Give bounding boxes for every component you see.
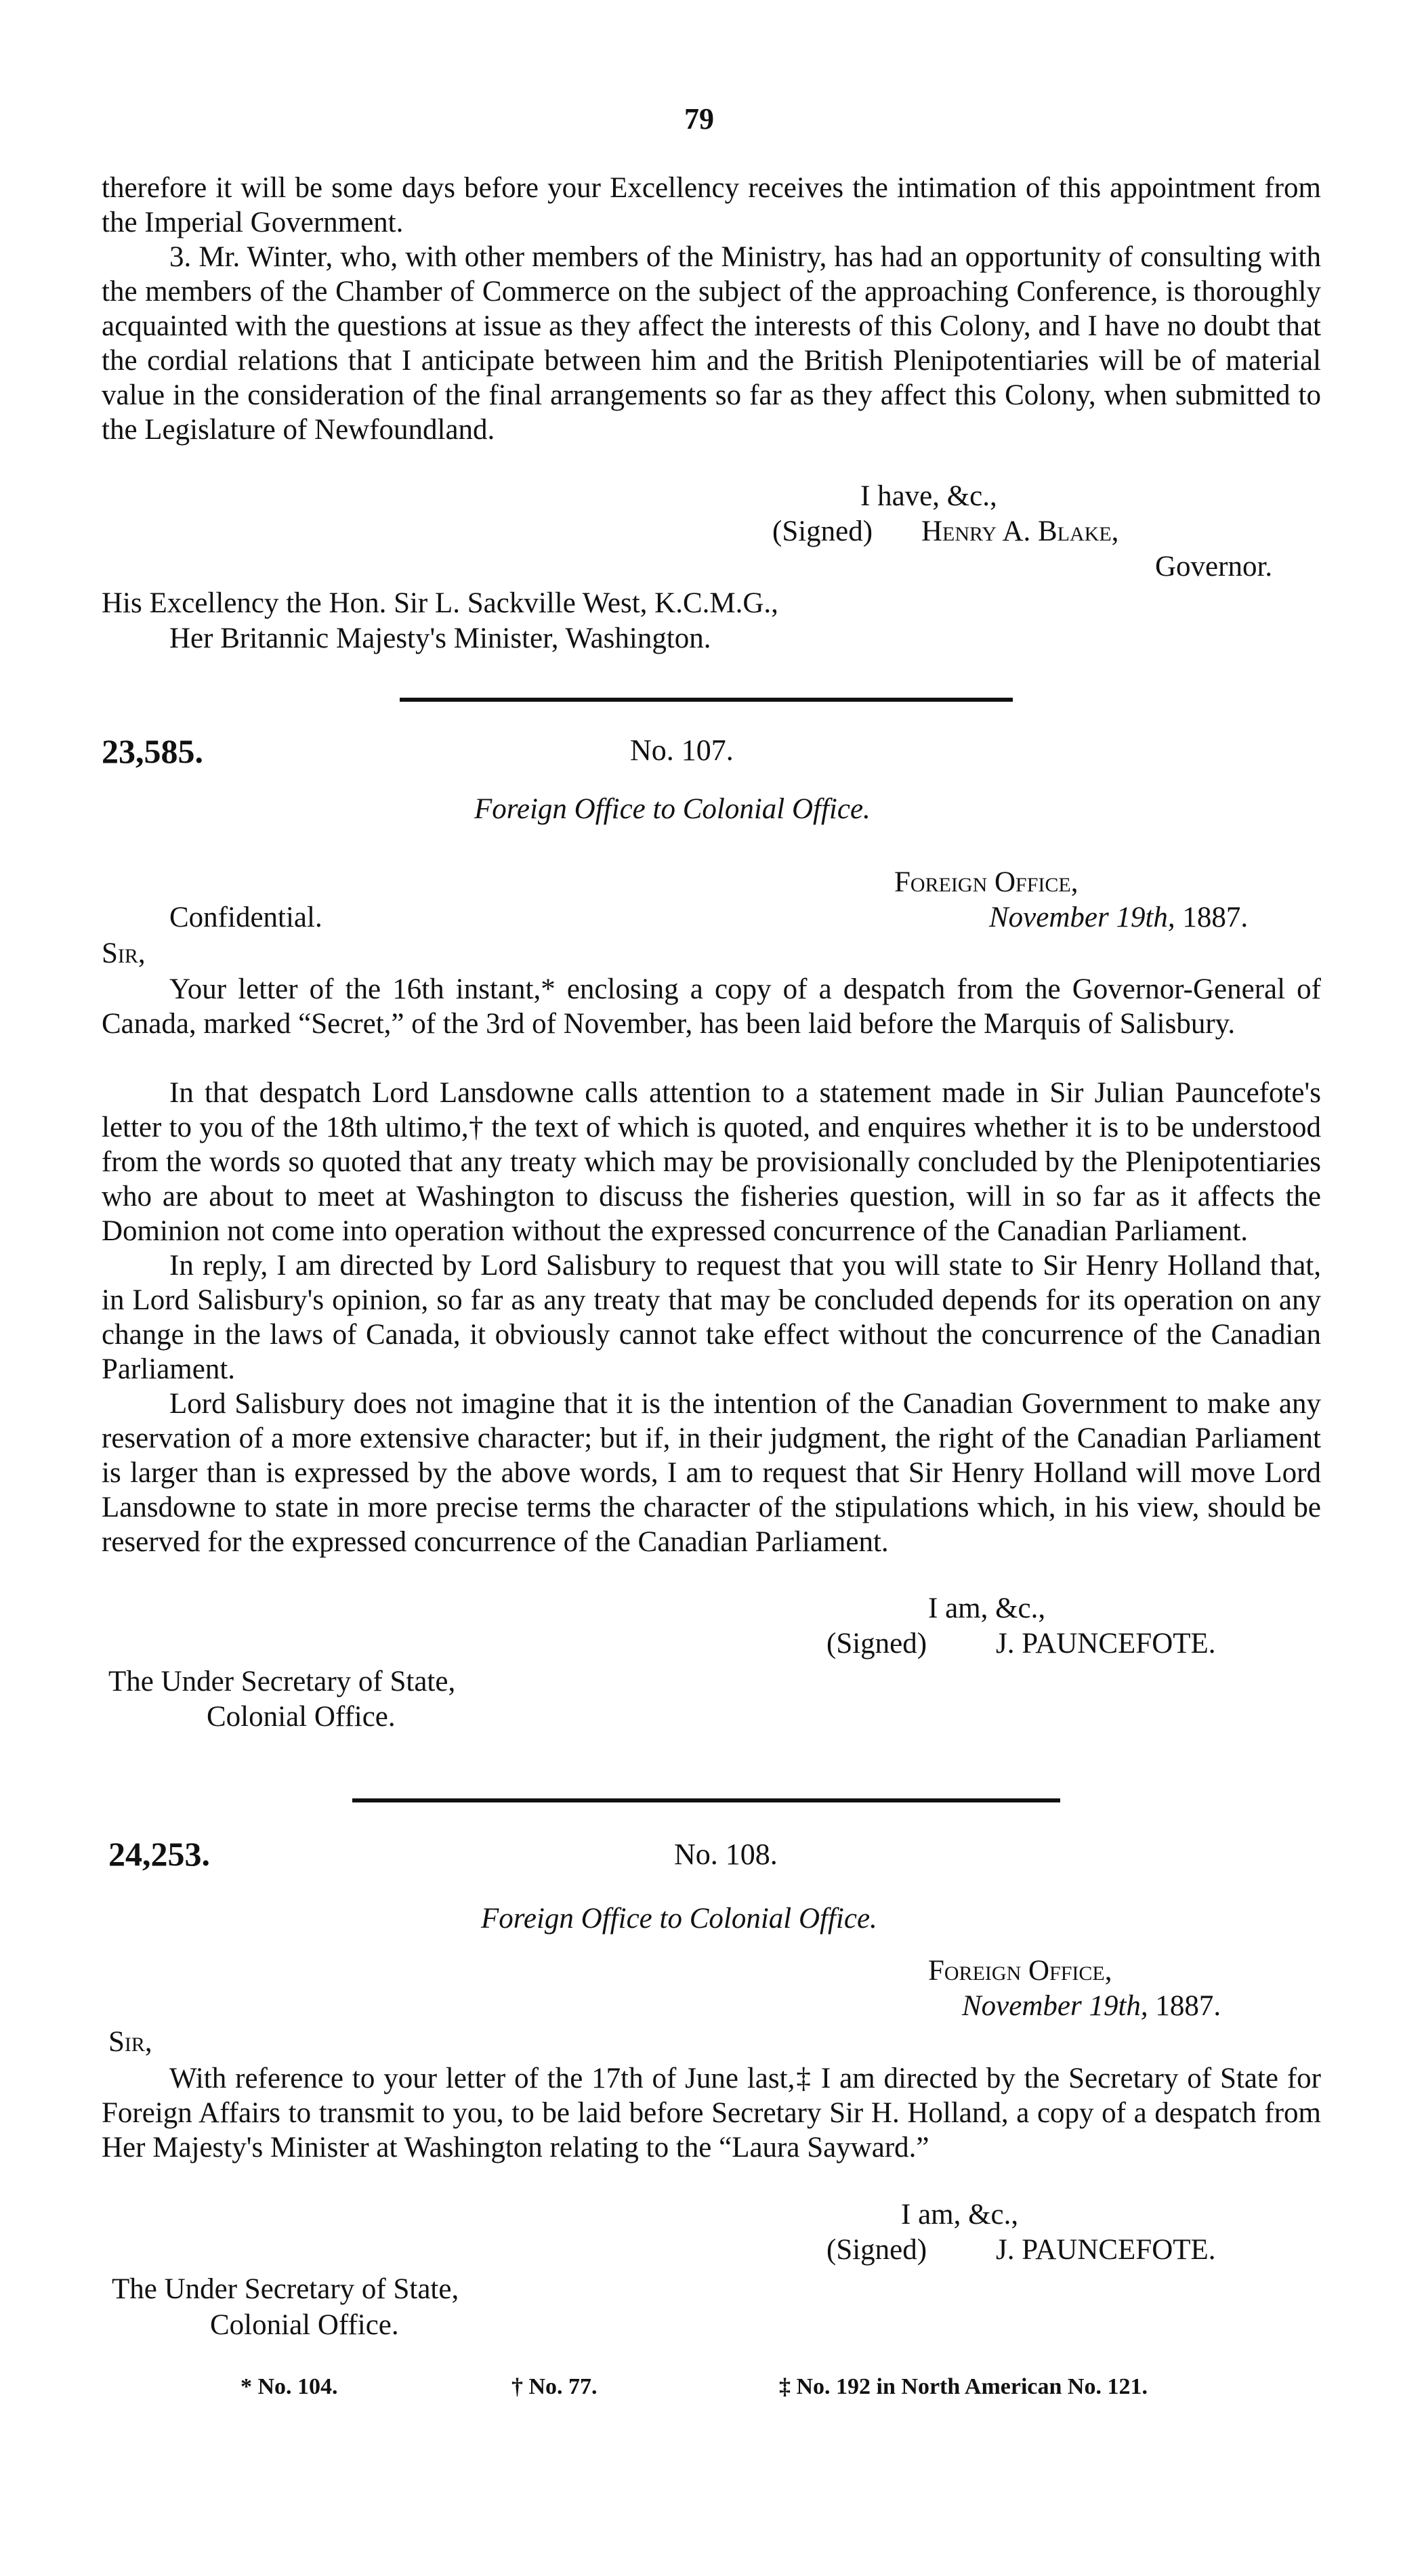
doc107-date-day: November 19th, xyxy=(989,902,1175,933)
intro-closing: I have, &c., xyxy=(860,480,997,512)
doc107-signed-label: (Signed) xyxy=(826,1628,927,1660)
doc108-number: No. 108. xyxy=(674,1838,778,1871)
page-number: 79 xyxy=(684,102,714,135)
doc107-classification: Confidential. xyxy=(169,902,322,933)
doc107-paragraph-4: Lord Salisbury does not imagine that it is the intention of the Canadian Government to make any reservation of a more extensive character; but if, in their judgment, the right of the Canadian Parliament is larger than is expressed by the above words, I am to request that Sir Henry Holland will move Lord Lansdowne to state in more precise terms the character of the stipulations which, in his view, should be reserved for the expressed concurrence of the Canadian Parliament. xyxy=(102,1388,1321,1558)
intro-signer: Henry A. Blake, xyxy=(921,515,1119,547)
footnote-1: * No. 104. xyxy=(240,2374,338,2399)
intro-paragraph-3: 3. Mr. Winter, who, with other members of the Ministry, has had an opportunity of consulting with the members of the Chamber of Commerce on the subject of the approaching Conference, is thoroughly acquainted with the questions at issue as they affect the interests of this Colony, and I have no doubt that the cordial relations that I anticipate between him and the British Plenipotentiaries will be of material value in the consideration of the final arrangements so far as they affect this Colony, when submitted to the Legislature of Newfoundland. xyxy=(102,241,1321,446)
intro-signer-title: Governor. xyxy=(1155,551,1273,583)
doc107-addressee-line-2: Colonial Office. xyxy=(207,1701,396,1733)
doc107-reference-number: 23,585. xyxy=(102,732,203,770)
doc108-heading: Foreign Office to Colonial Office. xyxy=(481,1903,877,1935)
doc108-addressee-line-1: The Under Secretary of State, xyxy=(112,2273,459,2305)
doc107-heading: Foreign Office to Colonial Office. xyxy=(474,793,871,825)
section-divider-1 xyxy=(400,698,1013,702)
doc107-addressee-line-1: The Under Secretary of State, xyxy=(108,1666,456,1697)
doc107-signer: J. PAUNCEFOTE. xyxy=(996,1628,1216,1660)
doc108-salutation: Sir, xyxy=(108,2026,152,2058)
intro-signed-label: (Signed) xyxy=(772,515,873,547)
section-divider-2 xyxy=(352,1798,1060,1802)
doc108-signed-label: (Signed) xyxy=(826,2234,927,2266)
doc108-closing: I am, &c., xyxy=(901,2199,1019,2231)
doc108-addressee-line-2: Colonial Office. xyxy=(210,2309,399,2341)
doc108-signer: J. PAUNCEFOTE. xyxy=(996,2234,1216,2266)
doc108-office: Foreign Office, xyxy=(928,1955,1112,1987)
doc107-paragraph-1: Your letter of the 16th instant,* enclosing a copy of a despatch from the Governor-General of Canada, marked “Secret,” of the 3rd of November, has been laid before the Marquis of Salisbury. xyxy=(102,973,1321,1040)
doc108-date xyxy=(962,1989,1221,2023)
footnote-3: ‡ No. 192 in North American No. 121. xyxy=(779,2374,1148,2399)
doc107-salutation: Sir, xyxy=(102,937,146,969)
doc108-reference-number: 24,253. xyxy=(108,1835,210,1873)
doc108-paragraph-1: With reference to your letter of the 17th of June last,‡ I am directed by the Secretary of State for Foreign Affairs to transmit to you, to be laid before Secretary Sir H. Holland, a copy of a despatch from Her Majesty's Minister at Washington relating to the “Laura Sayward.” xyxy=(102,2063,1321,2163)
doc107-paragraph-3: In reply, I am directed by Lord Salisbury to request that you will state to Sir Henry Holland that, in Lord Salisbury's opinion, so far as any treaty that may be concluded depends for its operation on any change in the laws of Canada, it obviously cannot take effect without the concurrence of the Canadian Parliament. xyxy=(102,1250,1321,1385)
doc108-date-year: 1887. xyxy=(1155,1990,1221,2022)
intro-addressee-line-2: Her Britannic Majesty's Minister, Washington. xyxy=(169,622,711,654)
doc107-closing: I am, &c., xyxy=(928,1592,1046,1624)
doc107-paragraph-2: In that despatch Lord Lansdowne calls attention to a statement made in Sir Julian Pauncefote's letter to you of the 18th ultimo,† the text of which is quoted, and enquires whether it is to be understood from the words so quoted that any treaty which may be provisionally concluded by the Plenipotentiaries who are about to meet at Washington to discuss the fisheries question, will in so far as it affects the Dominion not come into operation without the expressed concurrence of the Canadian Parliament. xyxy=(102,1077,1321,1247)
doc107-date xyxy=(989,901,1248,934)
footnote-2: † No. 77. xyxy=(511,2374,598,2399)
intro-continuation-paragraph: therefore it will be some days before your Excellency receives the intimation of this appointment from the Imperial Government. xyxy=(102,172,1321,238)
doc108-date-day: November 19th, xyxy=(962,1990,1148,2022)
intro-addressee-line-1: His Excellency the Hon. Sir L. Sackville West, K.C.M.G., xyxy=(102,587,778,619)
doc107-number: No. 107. xyxy=(630,734,734,767)
doc107-office: Foreign Office, xyxy=(894,866,1079,898)
doc107-date-year: 1887. xyxy=(1182,902,1249,933)
